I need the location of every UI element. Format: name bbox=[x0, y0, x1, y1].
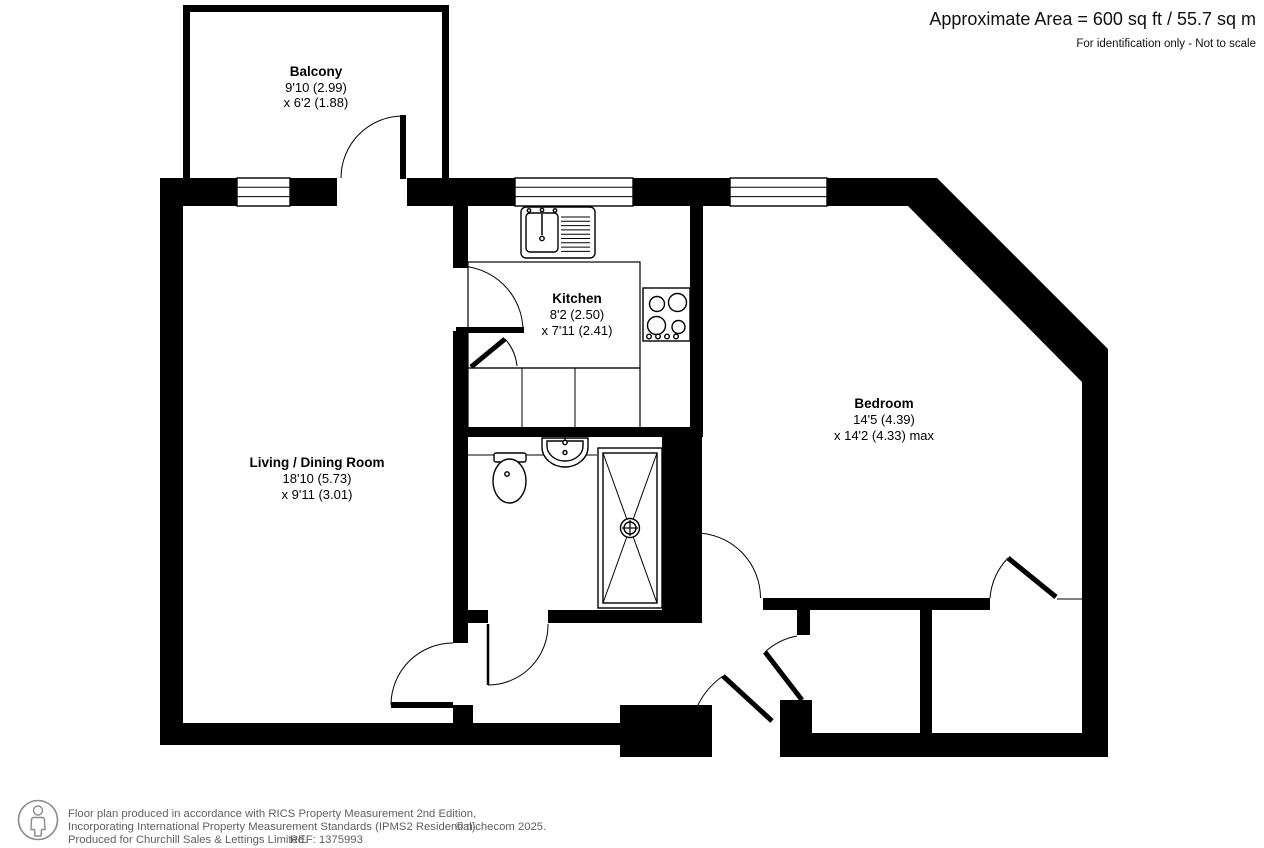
kitchen-dim1: 8'2 (2.50) bbox=[549, 307, 605, 322]
wall-segment bbox=[797, 610, 810, 635]
living-dining-room-dim2: x 9'11 (3.01) bbox=[281, 487, 353, 502]
wall-segment bbox=[1082, 349, 1108, 757]
footer-line1: Floor plan produced in accordance with RICS Property Measurement 2nd Edition, bbox=[68, 808, 477, 820]
footer-line2: Incorporating International Property Measurement Standards (IPMS2 Residential). bbox=[68, 821, 479, 833]
balcony-label: Balcony bbox=[289, 64, 343, 79]
wall-segment bbox=[290, 178, 337, 206]
wall-segment bbox=[453, 705, 473, 723]
living-dining-room-dim1: 18'10 (5.73) bbox=[282, 471, 352, 486]
bathroom bbox=[468, 434, 662, 609]
bedroom-dim2: x 14'2 (4.33) max bbox=[833, 428, 935, 443]
bedroom-window bbox=[730, 178, 827, 206]
balcony-dim2: x 6'2 (1.88) bbox=[283, 95, 349, 110]
nichecom-person-icon bbox=[19, 801, 58, 840]
shower-icon bbox=[598, 448, 662, 608]
wall-segment bbox=[183, 5, 449, 12]
wall-segment bbox=[633, 178, 730, 206]
wall-segment bbox=[442, 5, 449, 178]
wall-segment bbox=[465, 610, 488, 623]
wall-segment bbox=[920, 610, 932, 735]
wall-segment bbox=[453, 331, 468, 643]
wall-segment bbox=[160, 178, 183, 745]
wall-segment bbox=[453, 206, 468, 268]
wall-segment bbox=[160, 178, 237, 206]
living-room-window bbox=[237, 178, 290, 206]
wall-segment bbox=[620, 705, 712, 757]
wall-segment bbox=[780, 733, 1108, 757]
toilet-icon bbox=[493, 453, 526, 503]
closet-right-door bbox=[990, 558, 1056, 598]
kitchen-dim2: x 7'11 (2.41) bbox=[541, 323, 613, 338]
kitchen-inner-door bbox=[471, 339, 517, 367]
wall-segment bbox=[780, 700, 812, 738]
wall-segment bbox=[407, 178, 515, 206]
bedroom-dim1: 14'5 (4.39) bbox=[853, 412, 915, 427]
kitchen-counter bbox=[468, 368, 640, 428]
bedroom-door bbox=[693, 533, 761, 598]
wall-segment bbox=[183, 5, 190, 178]
kitchen-label: Kitchen bbox=[552, 291, 602, 306]
balcony-door bbox=[341, 115, 406, 179]
wash-basin-icon bbox=[542, 434, 588, 468]
kitchen-door bbox=[456, 266, 524, 333]
living-room-door bbox=[391, 643, 453, 708]
wall-segment-diagonal bbox=[908, 178, 1108, 382]
approximate-area-text: Approximate Area = 600 sq ft / 55.7 sq m bbox=[929, 9, 1256, 29]
footer-line3: Produced for Churchill Sales & Lettings Limited. bbox=[68, 834, 308, 846]
wall-segment bbox=[690, 206, 703, 437]
wall-segment bbox=[763, 598, 990, 610]
bathroom-door bbox=[488, 624, 548, 685]
kitchen-window bbox=[515, 178, 633, 206]
footer-copyright: © nichecom 2025. bbox=[455, 821, 547, 833]
bedroom-label: Bedroom bbox=[854, 396, 914, 411]
footer-ref: REF: 1375993 bbox=[290, 834, 363, 846]
balcony-dim1: 9'10 (2.99) bbox=[285, 80, 347, 95]
living-dining-room-label: Living / Dining Room bbox=[249, 455, 385, 470]
kitchen-sink-icon bbox=[521, 207, 595, 258]
wall-segment bbox=[548, 610, 662, 623]
hob-icon bbox=[643, 288, 690, 341]
identification-note: For identification only - Not to scale bbox=[1076, 38, 1256, 50]
closet-left-door bbox=[765, 636, 802, 700]
